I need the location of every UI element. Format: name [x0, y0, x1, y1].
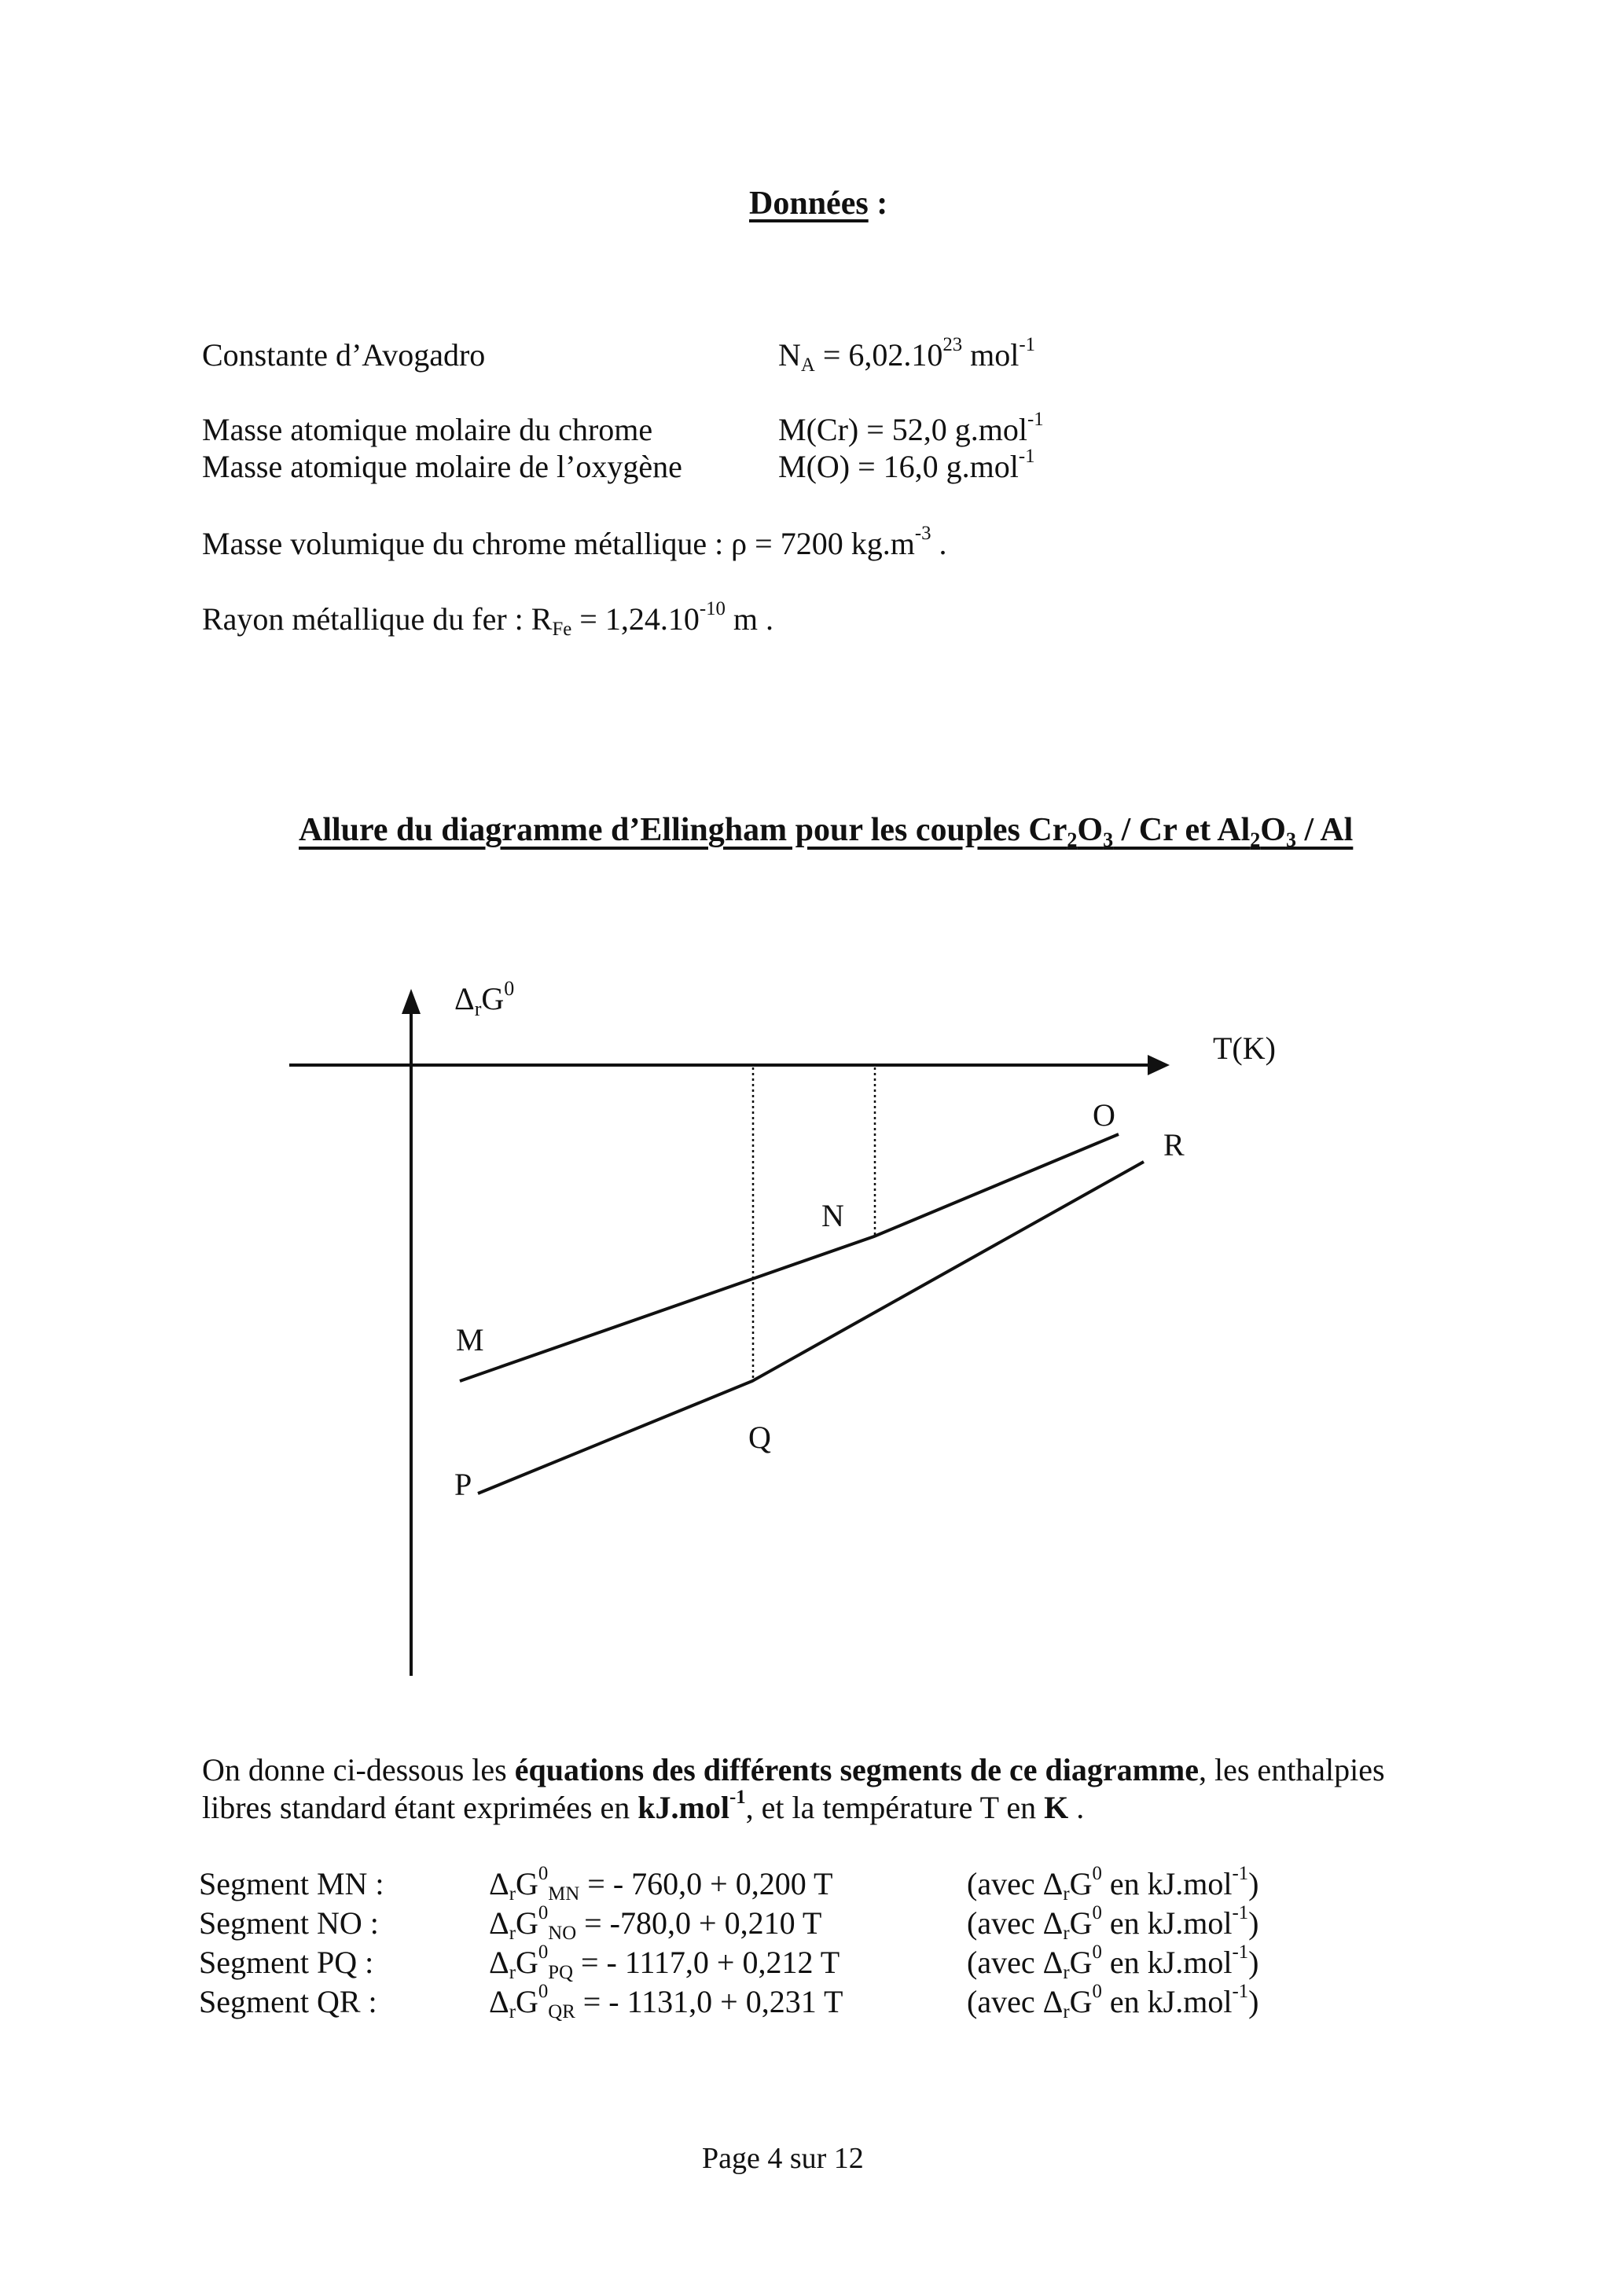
intro-text: On donne ci-dessous les: [202, 1752, 515, 1787]
point-label-m: M: [456, 1322, 484, 1357]
avogadro-exp: 23: [942, 334, 963, 356]
avogadro-number: = 6,02.10: [814, 337, 943, 373]
m-o-exp: -1: [1018, 446, 1035, 468]
diagram-title-sub: 2: [1250, 828, 1261, 851]
x-axis-label: T(K): [1213, 1030, 1276, 1066]
intro-text: .: [1068, 1790, 1085, 1825]
intro-bold-unit: kJ.mol: [637, 1790, 729, 1825]
segment-note: (avec $\Delta_rG^0$ en kJ.mol$^{-1}$): [967, 1902, 1259, 1945]
eq-rhs: = -780,0 + 0,210 T: [584, 1905, 822, 1941]
intro-bold: équations des différents segments de ce diagramme: [514, 1752, 1199, 1787]
line-mno: [460, 1134, 1119, 1381]
avogadro-symbol-sub: A: [800, 355, 815, 377]
diagram-title-part: / Cr et Al: [1113, 812, 1251, 848]
point-label-q: Q: [748, 1420, 771, 1455]
eq-segment-sub: QR: [548, 2001, 575, 2023]
segment-equation: $\Delta_rG^0_{NO} = -780,0 + 0,210$ T: [489, 1902, 822, 1945]
intro-bold-exp: -1: [729, 1787, 746, 1809]
radius-text: Rayon métallique du fer : R: [202, 601, 553, 637]
diagram-title-part: / Al: [1295, 812, 1354, 848]
intro-text: , les enthalpies: [1199, 1752, 1385, 1787]
y-axis-arrow-icon: [402, 989, 421, 1014]
m-o-label: Masse atomique molaire de l’oxygène: [202, 449, 682, 484]
intro-line-1: [202, 1754, 1385, 1786]
avogadro-unit-exp: -1: [1019, 334, 1036, 356]
radius-value: = 1,24.10: [571, 601, 700, 637]
eq-rhs: = - 760,0 + 0,200 T: [587, 1866, 833, 1901]
intro-text: , et la température T en: [745, 1790, 1045, 1825]
diagram-title-part: O: [1260, 812, 1286, 848]
line-pqr: [478, 1162, 1144, 1493]
eq-sup-0: 0: [538, 1863, 549, 1885]
density-text: Masse volumique du chrome métallique : ρ = 7200 kg.m: [202, 526, 915, 561]
diagram-title-part: O: [1077, 812, 1104, 848]
intro-bold-k: K: [1044, 1790, 1069, 1825]
y-axis-label: $\Delta_rG^0$: [454, 977, 515, 1020]
segment-equation: $\Delta_rG^0_{QR}$ = - 1131,0 + 0,231 T: [489, 1981, 843, 2023]
diagram-title-sub: 3: [1103, 828, 1114, 851]
point-label-r: R: [1163, 1127, 1185, 1163]
eq-sub-r: r: [509, 1923, 516, 1945]
point-label-p: P: [454, 1467, 472, 1502]
eq-segment-sub: PQ: [548, 1962, 573, 1984]
segment-label: Segment QR :: [199, 1984, 377, 2019]
eq-sup-0: 0: [538, 1981, 549, 2003]
avogadro-symbol: N: [778, 337, 801, 373]
eq-segment-sub: NO: [548, 1923, 577, 1945]
avogadro-label: Constante d’Avogadro: [202, 337, 486, 373]
eq-sub-r: r: [509, 1883, 516, 1905]
radius-exp: -10: [699, 598, 726, 620]
segment-label: Segment PQ :: [199, 1945, 374, 1980]
heading-title: Données: [749, 186, 869, 222]
radius-sub: Fe: [552, 619, 572, 641]
eq-sub-r: r: [509, 1962, 516, 1984]
heading-colon: :: [868, 186, 888, 222]
intro-text: libres standard étant exprimées en: [202, 1790, 638, 1825]
segment-equation: $\Delta_rG^0_{PQ}$ = - 1117,0 + 0,212 T: [489, 1941, 840, 1984]
m-o-number: M(O) = 16,0 g.mol: [778, 449, 1019, 484]
segment-equation: $\Delta_rG^0_{MN}$ = - 760,0 + 0,200 T: [489, 1863, 833, 1905]
eq-sub-r: r: [509, 2001, 516, 2023]
diagram-title-sub: 2: [1067, 828, 1078, 851]
density-exp: -3: [914, 523, 931, 545]
eq-sup-0: 0: [538, 1941, 549, 1964]
eq-sup-0: 0: [538, 1902, 549, 1924]
diagram-title-sub: 3: [1285, 828, 1296, 851]
density-tail: .: [931, 526, 947, 561]
page-number: Page 4 sur 12: [702, 2142, 864, 2175]
eq-segment-sub: MN: [548, 1883, 580, 1905]
eq-rhs: = - 1131,0 + 0,231 T: [582, 1984, 843, 2019]
m-cr-number: M(Cr) = 52,0 g.mol: [778, 412, 1027, 447]
diagram-title-part: Allure du diagramme d’Ellingham pour les couples Cr: [299, 812, 1067, 848]
intro-line-2: [202, 1787, 1085, 1825]
radius-tail: m .: [725, 601, 774, 637]
segment-note: (avec $\Delta_rG^0$ en kJ.mol$^{-1}$): [967, 1863, 1259, 1905]
segment-note: (avec $\Delta_rG^0$ en kJ.mol$^{-1}$): [967, 1981, 1259, 2023]
m-cr-label: Masse atomique molaire du chrome: [202, 412, 653, 447]
segment-label: Segment NO :: [199, 1905, 379, 1941]
point-label-n: N: [821, 1198, 844, 1233]
segment-note: (avec $\Delta_rG^0$ en kJ.mol$^{-1}$): [967, 1941, 1259, 1984]
avogadro-unit: mol: [962, 337, 1020, 373]
segment-label: Segment MN :: [199, 1866, 384, 1901]
x-axis-arrow-icon: [1148, 1055, 1170, 1075]
point-label-o: O: [1093, 1097, 1115, 1133]
m-cr-exp: -1: [1027, 409, 1044, 431]
eq-rhs: = - 1117,0 + 0,212 T: [581, 1945, 840, 1980]
